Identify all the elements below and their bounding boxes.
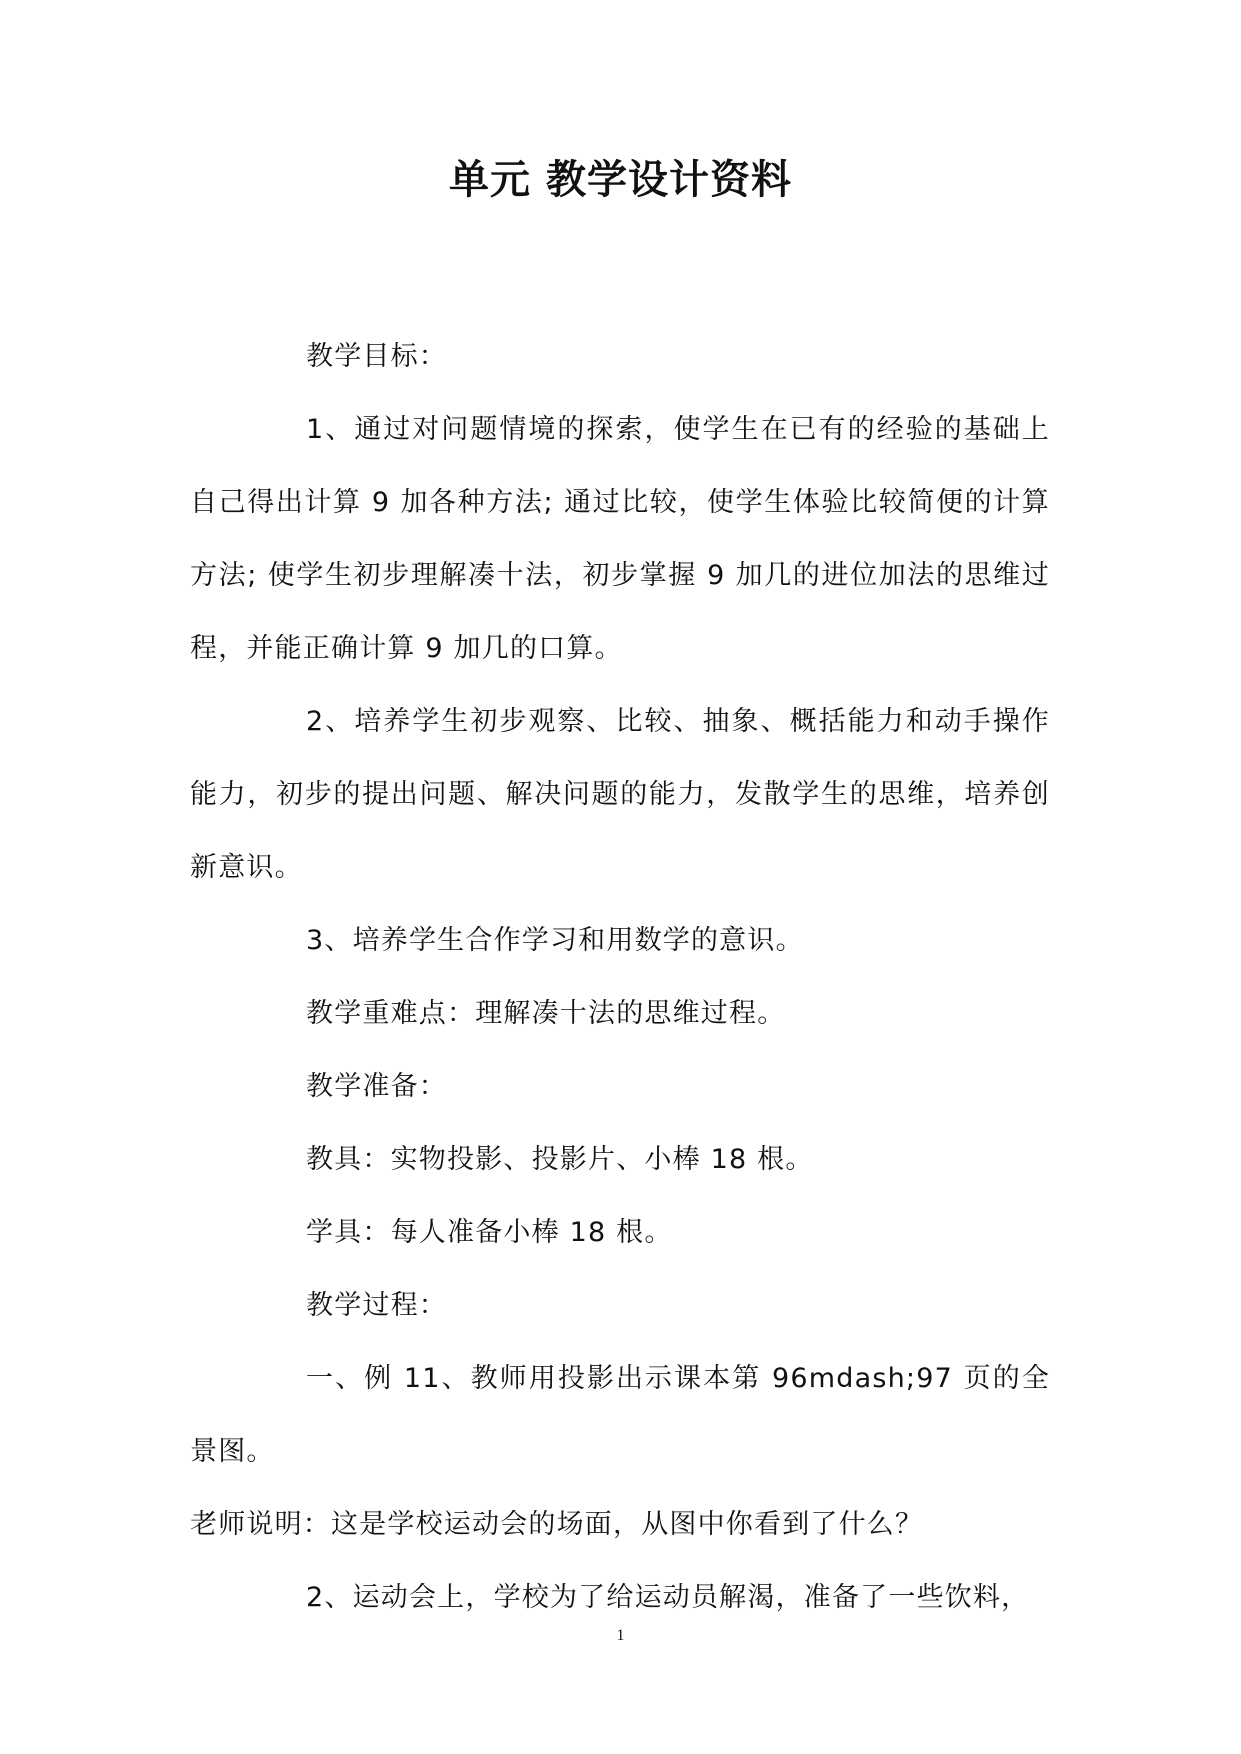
paragraph-sports-meet: 2、运动会上，学校为了给运动员解渴，准备了一些饮料， bbox=[306, 1582, 1030, 1613]
document-body bbox=[190, 320, 1050, 1634]
paragraph-preparation-heading: 教学准备： bbox=[306, 1071, 447, 1102]
paragraph-example-11: 一、例 11、教师用投影出示课本第 96mdash;97 页的全景图。 bbox=[190, 1363, 1050, 1467]
paragraph-student-aids: 学具：每人准备小棒 18 根。 bbox=[306, 1217, 673, 1248]
paragraph-objective-1: 1、通过对问题情境的探索，使学生在已有的经验的基础上自己得出计算 9 加各种方法; 通过比较，使学生体验比较简便的计算方法; 使学生初步理解凑十法，初步掌握 9 加几的进位加法的思维过程，并能正确计算 9 加几的口算。 bbox=[190, 414, 1050, 664]
paragraph-objectives-heading: 教学目标： bbox=[306, 341, 447, 372]
paragraph-objective-3: 3、培养学生合作学习和用数学的意识。 bbox=[306, 925, 804, 956]
paragraph-objective-2: 2、培养学生初步观察、比较、抽象、概括能力和动手操作能力，初步的提出问题、解决问题的能力，发散学生的思维，培养创新意识。 bbox=[190, 706, 1050, 883]
document-title: 单元 教学设计资料 bbox=[449, 157, 792, 203]
paragraph-teaching-aids: 教具：实物投影、投影片、小棒 18 根。 bbox=[306, 1144, 814, 1175]
paragraph-process-heading: 教学过程： bbox=[306, 1290, 447, 1321]
paragraph-teacher-explanation: 老师说明：这是学校运动会的场面，从图中你看到了什么？ bbox=[190, 1509, 924, 1540]
paragraph-key-difficulty: 教学重难点：理解凑十法的思维过程。 bbox=[306, 998, 786, 1029]
page-number: 1 bbox=[616, 1627, 625, 1644]
